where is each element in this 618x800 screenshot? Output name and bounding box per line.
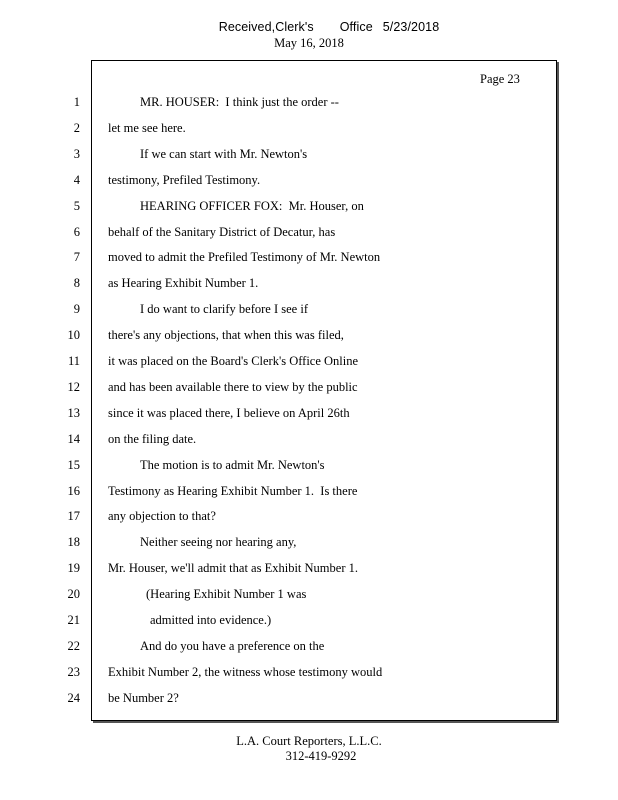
footer-company: L.A. Court Reporters, L.L.C. bbox=[236, 734, 382, 748]
line-text: admitted into evidence.) bbox=[150, 613, 272, 627]
line-text: Neither seeing nor hearing any, bbox=[140, 535, 297, 550]
line-text: testimony, Prefiled Testimony. bbox=[108, 172, 261, 187]
line-text: Mr. Houser, we'll admit that as Exhibit Number 1. bbox=[108, 561, 358, 576]
line-number: 8 bbox=[73, 276, 80, 291]
line-number: 18 bbox=[67, 535, 80, 550]
stamp-office: Office bbox=[339, 20, 373, 34]
line-number: 3 bbox=[73, 146, 80, 161]
line-number: 16 bbox=[67, 483, 80, 498]
line-number: 24 bbox=[67, 690, 80, 705]
line-number: 5 bbox=[73, 198, 80, 213]
footer-phone: 312-419-9292 bbox=[285, 749, 357, 763]
line-number: 11 bbox=[67, 354, 80, 368]
line-number: 23 bbox=[67, 664, 80, 679]
page-number: Page 23 bbox=[480, 72, 520, 86]
line-number: 10 bbox=[67, 328, 80, 343]
received-stamp bbox=[0, 20, 618, 34]
stamp-date: 5/23/2018 bbox=[382, 20, 440, 34]
line-number: 15 bbox=[67, 457, 80, 472]
line-number: 13 bbox=[67, 405, 80, 420]
line-text: let me see here. bbox=[108, 120, 186, 135]
line-text: Testimony as Hearing Exhibit Number 1. Is there bbox=[108, 483, 358, 498]
line-text: and has been available there to view by the public bbox=[108, 379, 358, 394]
line-number: 14 bbox=[67, 431, 80, 446]
line-text: behalf of the Sanitary District of Decatur, has bbox=[108, 224, 336, 239]
line-text: there's any objections, that when this was filed, bbox=[108, 328, 344, 343]
line-number: 20 bbox=[67, 587, 80, 602]
line-number: 12 bbox=[67, 379, 80, 394]
line-number: 9 bbox=[73, 302, 80, 317]
line-text: on the filing date. bbox=[108, 431, 197, 446]
line-text: it was placed on the Board's Clerk's Office Online bbox=[108, 354, 359, 368]
line-number: 21 bbox=[67, 613, 80, 627]
line-number: 4 bbox=[73, 172, 80, 187]
line-number: 19 bbox=[67, 561, 80, 576]
line-text: (Hearing Exhibit Number 1 was bbox=[146, 587, 307, 602]
stamp-received: Received,Clerk's bbox=[218, 20, 314, 34]
line-text: The motion is to admit Mr. Newton's bbox=[140, 457, 325, 472]
line-number: 6 bbox=[73, 224, 80, 239]
line-number: 7 bbox=[73, 250, 80, 265]
line-text: since it was placed there, I believe on April 26th bbox=[108, 405, 350, 420]
line-text: HEARING OFFICER FOX: Mr. Houser, on bbox=[140, 198, 364, 213]
line-text: as Hearing Exhibit Number 1. bbox=[108, 276, 259, 291]
line-text: any objection to that? bbox=[108, 509, 216, 524]
line-text: If we can start with Mr. Newton's bbox=[140, 146, 308, 161]
line-text: Exhibit Number 2, the witness whose testimony would bbox=[108, 664, 383, 679]
line-number: 2 bbox=[73, 120, 80, 135]
footer-phone-wrap bbox=[0, 749, 618, 764]
line-number: 1 bbox=[73, 95, 80, 109]
line-text: MR. HOUSER: I think just the order -- bbox=[140, 95, 339, 109]
line-text: moved to admit the Prefiled Testimony of Mr. Newton bbox=[108, 250, 381, 265]
line-text: be Number 2? bbox=[108, 690, 179, 705]
transcript-date: May 16, 2018 bbox=[274, 36, 344, 50]
line-text: I do want to clarify before I see if bbox=[140, 302, 308, 317]
line-number: 22 bbox=[67, 638, 80, 653]
line-text: And do you have a preference on the bbox=[140, 638, 325, 653]
line-number: 17 bbox=[67, 509, 80, 524]
